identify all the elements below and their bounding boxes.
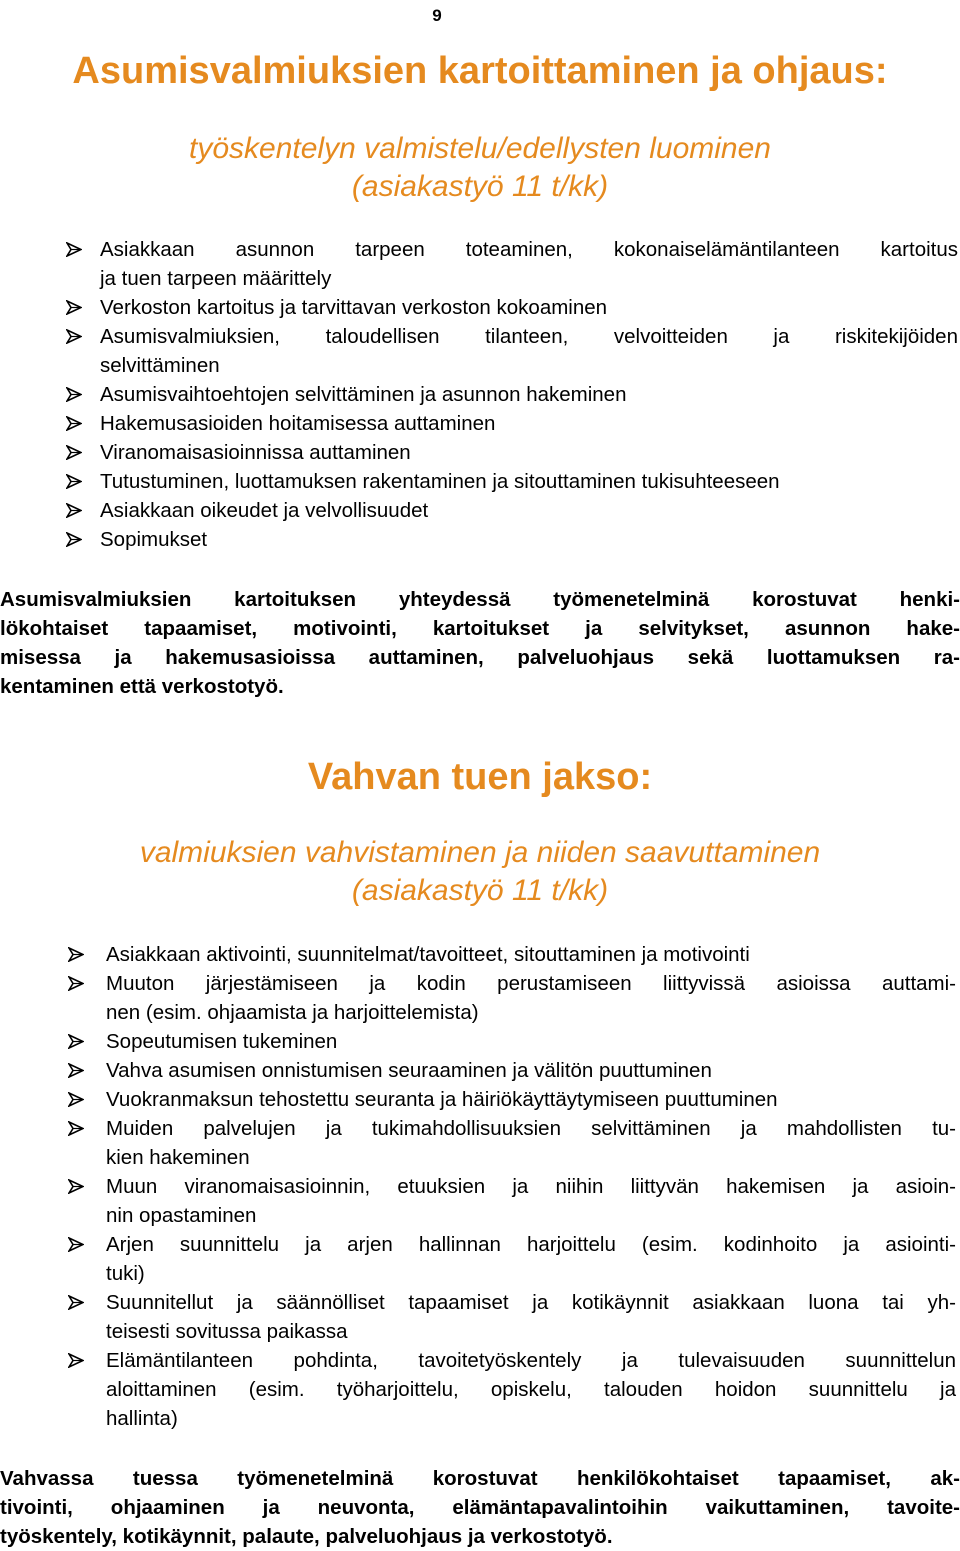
list-item [106,1085,956,1114]
paragraph-line: misessa ja hakemusasioissa auttaminen, palveluohjaus sekä luottamuksen ra- [0,646,960,669]
arrowhead-bullet-icon [66,532,82,547]
arrowhead-bullet-icon [68,1179,84,1194]
arrowhead-bullet-icon [66,416,82,431]
arrowhead-bullet-icon [68,976,84,991]
arrowhead-bullet-icon [68,1034,84,1049]
arrowhead-bullet-icon [66,503,82,518]
list-item-text: tuki) [106,1262,145,1285]
summary-paragraph [0,1464,960,1551]
list-item-text: Sopimukset [100,528,208,551]
list-item-text: Asumisvalmiuksien, taloudellisen tilanteen, velvoitteiden ja riskitekijöiden [100,325,958,348]
list-item-text: Muiden palvelujen ja tukimahdollisuuksien selvittäminen ja mahdollisten tu- [106,1117,956,1140]
subtitle-line: työskentelyn valmistelu/edellysten luominen [189,132,771,165]
arrowhead-bullet-icon [68,1063,84,1078]
section-subtitle [0,834,960,910]
list-item [100,235,958,293]
list-item-text: Suunnitellut ja säännölliset tapaamiset ja kotikäynnit asiakkaan luona tai yh- [106,1291,956,1314]
arrowhead-bullet-icon [66,242,82,257]
paragraph-line: lökohtaiset tapaamiset, motivointi, kartoitukset ja selvitykset, asunnon hake- [0,617,960,640]
list-item [106,1056,956,1085]
list-item [100,438,958,467]
list-item-text: ja tuen tarpeen määrittely [100,267,332,290]
list-item [106,1027,956,1056]
paragraph-line: työskentely, kotikäynnit, palaute, palveluohjaus ja verkostotyö. [0,1525,613,1548]
list-item-text: Asiakkaan aktivointi, suunnitelmat/tavoitteet, sitouttaminen ja motivointi [106,943,750,966]
list-item-text: Vuokranmaksun tehostettu seuranta ja häiriökäyttäytymiseen puuttuminen [106,1088,778,1111]
list-item [106,1288,956,1346]
list-item [100,525,958,554]
list-item-text: Muun viranomaisasioinnin, etuuksien ja niihin liittyvän hakemisen ja asioin- [106,1175,956,1198]
arrowhead-bullet-icon [68,1237,84,1252]
list-item-text: kien hakeminen [106,1146,250,1169]
list-item [100,293,958,322]
list-item-text: Tutustuminen, luottamuksen rakentaminen ja sitouttaminen tukisuhteeseen [100,470,780,493]
list-item [106,969,956,1027]
page-number: 9 [432,6,442,25]
paragraph-line: Asumisvalmiuksien kartoituksen yhteydessä työmenetelminä korostuvat henki- [0,588,960,611]
list-item-text: hallinta) [106,1407,178,1430]
arrowhead-bullet-icon [66,445,82,460]
list-item-text: Vahva asumisen onnistumisen seuraaminen ja välitön puuttuminen [106,1059,712,1082]
paragraph-line: kentaminen että verkostotyö. [0,675,284,698]
list-item-text: Asiakkaan oikeudet ja velvollisuudet [100,499,429,522]
subtitle-line: (asiakastyö 11 t/kk) [351,874,609,907]
list-item [100,322,958,380]
list-item [106,1230,956,1288]
subtitle-line: (asiakastyö 11 t/kk) [351,170,609,203]
list-item [100,496,958,525]
paragraph-line: tivointi, ohjaaminen ja neuvonta, elämäntapavalintoihin vaikuttaminen, tavoite- [0,1496,960,1519]
list-item-text: Viranomaisasioinnissa auttaminen [100,441,411,464]
list-item-text: Elämäntilanteen pohdinta, tavoitetyöskentely ja tulevaisuuden suunnittelun [106,1349,956,1372]
list-item [106,940,956,969]
section-subtitle [0,130,960,206]
list-item-text: Asiakkaan asunnon tarpeen toteaminen, kokonaiselämäntilanteen kartoitus [100,238,958,261]
arrowhead-bullet-icon [68,947,84,962]
arrowhead-bullet-icon [66,387,82,402]
list-item-text: Verkoston kartoitus ja tarvittavan verkoston kokoaminen [100,296,608,319]
list-item-text: Arjen suunnittelu ja arjen hallinnan harjoittelu (esim. kodinhoito ja asiointi- [106,1233,956,1256]
arrowhead-bullet-icon [68,1295,84,1310]
list-item-text: nen (esim. ohjaamista ja harjoittelemista) [106,1001,479,1024]
summary-paragraph [0,585,960,701]
list-item-text: Hakemusasioiden hoitamisessa auttaminen [100,412,496,435]
list-item-text: aloittaminen (esim. työharjoittelu, opiskelu, talouden hoidon suunnittelu ja [106,1378,956,1401]
list-item [100,467,958,496]
list-item-text: Sopeutumisen tukeminen [106,1030,338,1053]
list-item [100,380,958,409]
arrowhead-bullet-icon [66,474,82,489]
arrowhead-bullet-icon [66,329,82,344]
bullet-list [100,235,958,554]
list-item [100,409,958,438]
bullet-list [106,940,956,1433]
list-item-text: selvittäminen [100,354,220,377]
subtitle-line: valmiuksien vahvistaminen ja niiden saavuttaminen [139,836,821,869]
list-item [106,1114,956,1172]
list-item [106,1172,956,1230]
section-title: Asumisvalmiuksien kartoittaminen ja ohjaus: [72,50,888,92]
section-title: Vahvan tuen jakso: [307,756,653,798]
list-item-text: Muuton järjestämiseen ja kodin perustamiseen liittyvissä asioissa auttami- [106,972,956,995]
list-item-text: nin opastaminen [106,1204,257,1227]
list-item-text: Asumisvaihtoehtojen selvittäminen ja asunnon hakeminen [100,383,627,406]
arrowhead-bullet-icon [66,300,82,315]
list-item-text: teisesti sovitussa paikassa [106,1320,348,1343]
arrowhead-bullet-icon [68,1092,84,1107]
arrowhead-bullet-icon [68,1121,84,1136]
list-item [106,1346,956,1433]
arrowhead-bullet-icon [68,1353,84,1368]
paragraph-line: Vahvassa tuessa työmenetelminä korostuvat henkilökohtaiset tapaamiset, ak- [0,1467,960,1490]
